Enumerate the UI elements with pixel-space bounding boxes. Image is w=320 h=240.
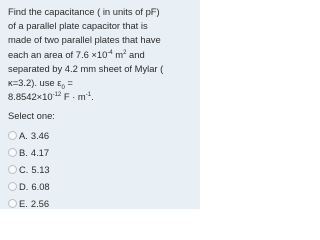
area-unit: m: [112, 48, 124, 60]
radio-button-icon[interactable]: [8, 131, 17, 140]
epsilon-suffix: .: [91, 91, 94, 103]
epsilon-subscript: 0: [61, 84, 65, 91]
question-line: separated by 4.2 mm sheet of Mylar (: [8, 62, 164, 74]
question-line: [8, 48, 198, 62]
epsilon-unit-exponent: -1: [85, 92, 92, 99]
option-value: 2.56: [30, 198, 50, 209]
area-suffix: and: [126, 48, 145, 60]
option-a[interactable]: [8, 127, 188, 144]
area-unit-exponent: 2: [123, 49, 127, 56]
question-line: [8, 76, 198, 90]
option-value: 3.46: [30, 130, 50, 141]
radio-button-icon[interactable]: [8, 199, 17, 208]
select-one-label: Select one:: [8, 110, 55, 121]
question-line: [8, 90, 198, 104]
option-letter: E.: [19, 198, 28, 209]
radio-button-icon[interactable]: [8, 182, 17, 191]
epsilon-exponent: -12: [52, 92, 62, 99]
option-d[interactable]: [8, 178, 188, 195]
option-letter: A.: [19, 130, 28, 141]
epsilon-equals: =: [64, 77, 73, 89]
epsilon-unit: F · m: [61, 91, 86, 103]
option-b[interactable]: [8, 144, 188, 161]
option-letter: D.: [19, 181, 29, 192]
answer-options: [8, 127, 188, 212]
question-text: [8, 5, 198, 104]
radio-button-icon[interactable]: [8, 165, 17, 174]
question-line: made of two parallel plates that have: [8, 34, 161, 46]
question-line: Find the capacitance ( in units of pF): [8, 6, 160, 17]
kappa-text: κ=3.2). use ε: [8, 77, 62, 89]
area-exponent: -4: [107, 49, 113, 56]
option-c[interactable]: [8, 161, 188, 178]
epsilon-value: 8.8542×10: [8, 91, 53, 103]
option-value: 6.08: [31, 181, 50, 192]
area-text: each an area of 7.6 ×10: [8, 48, 108, 60]
option-value: 4.17: [30, 147, 50, 158]
question-line: of a parallel plate capacitor that is: [8, 20, 148, 32]
option-letter: B.: [19, 147, 28, 158]
option-value: 5.13: [31, 164, 50, 175]
option-e[interactable]: [8, 195, 188, 212]
option-letter: C.: [19, 164, 29, 175]
radio-button-icon[interactable]: [8, 148, 17, 157]
